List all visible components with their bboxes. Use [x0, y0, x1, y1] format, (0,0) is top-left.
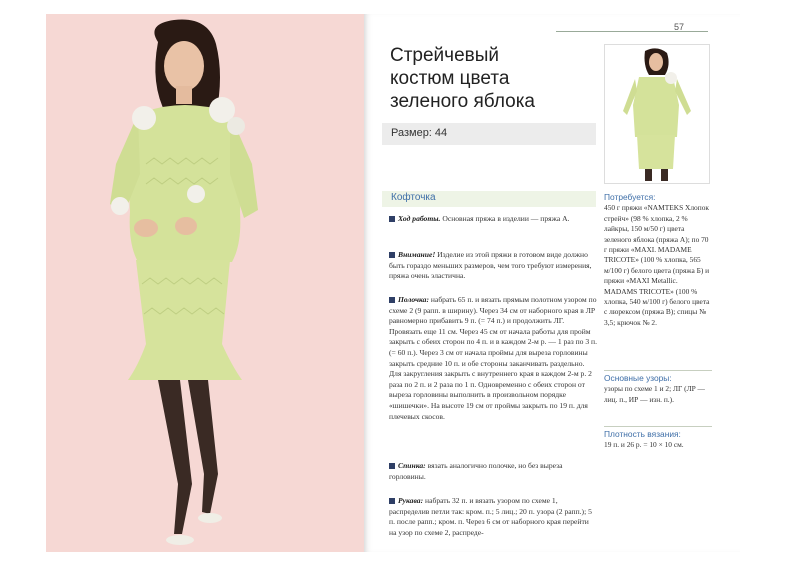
patterns-text: узоры по схеме 1 и 2; ЛГ (ЛР — лиц. п., ИР — изн. п.).	[604, 384, 705, 404]
title-line: костюм цвета	[390, 68, 510, 89]
paragraph-back: Спинка: вязать аналогично полочке, но без выреза горловины.	[389, 461, 563, 481]
patterns-title: Основные узоры:	[604, 370, 712, 383]
article-title	[390, 44, 600, 113]
materials-text: 450 г пряжи «NAMTEKS Хлопок стрейч» (98 % хлопка, 2 % лайкры, 150 м/50 г) цвета зеленого яблока (пряжа А); по 70 г пряжи «MAXI. MADAME TRICOTE» (100 % хлопка, 565 м/100 г) белого цвета (пряжа Б) и пряжи «MAXI Metallic. MADAMS TRICOTE» (100 % хлопка, 540 м/100 г) белого цвета с люрексом (пряжа В); спицы № 3,5; крючок № 2.	[604, 203, 710, 327]
paragraph-sleeves: Рукава: набрать 32 п. и вязать узором по схеме 1, распределив петли так: кром. п.; 5 лиц.; 20 п. узора (2 рапп.); 5 п. после рапп.; кром. п. Через 6 см от наборного края перейти на узор по схеме 2, распреде-	[389, 496, 592, 537]
paragraph-warning: Внимание! Изделие из этой пряжи в готовом виде должно быть гораздо меньших размеров, чем того требуют измерения, пряжа очень эластична.	[389, 250, 592, 281]
square-bullet-icon	[389, 216, 395, 222]
materials-title: Потребуется:	[604, 192, 656, 202]
paragraph-front: Полочка: набрать 65 п. и вязать прямым полотном узором по схеме 2 (9 рапп. в ширину). Через 34 см от наборного края в ЛР равномерно прибавить 9 п. (= 74 п.) и продолжить ЛГ. Провязать еще 11 см. Через 45 см от начала работы для пройм закрыть с обеих сторон по 4 п. и в каждом 2-м р. — 1 раз по 3 п. (= 60 п.). Через 3 см от начала проймы для выреза горловины закрыть средние 10 п. и обе стороны заканчивать раздельно. Для закругления закрыть с внутреннего края в каждом 2-м р. 2 раза по 2 п. и 2 раза по 1 п. Одновременно с обеих сторон от выреза горловины выполнить в произвольном порядке «шишечки». На высоте 19 см от проймы закрыть по 19 п. для плечевых скосов.	[389, 295, 598, 421]
model-photo	[46, 14, 364, 552]
square-bullet-icon	[389, 297, 395, 303]
header-rule	[556, 31, 708, 32]
square-bullet-icon	[389, 252, 395, 258]
materials-block	[604, 190, 712, 328]
title-line: зеленого яблока	[390, 91, 535, 112]
density-block	[604, 426, 712, 451]
square-bullet-icon	[389, 463, 395, 469]
section-title: Кофточка	[391, 192, 436, 203]
square-bullet-icon	[389, 498, 395, 504]
photo-page	[46, 14, 364, 552]
paragraph-hod: Ход работы. Основная пряжа в изделии — пряжа А.	[389, 214, 597, 225]
density-title: Плотность вязания:	[604, 426, 712, 439]
thumbnail-photo	[604, 44, 710, 184]
size-label: Размер: 44	[391, 127, 448, 139]
patterns-block	[604, 370, 712, 405]
density-text: 19 п. и 26 р. = 10 × 10 см.	[604, 440, 684, 450]
page-number: 57	[674, 22, 685, 32]
title-line: Стрейчевый	[390, 45, 499, 66]
